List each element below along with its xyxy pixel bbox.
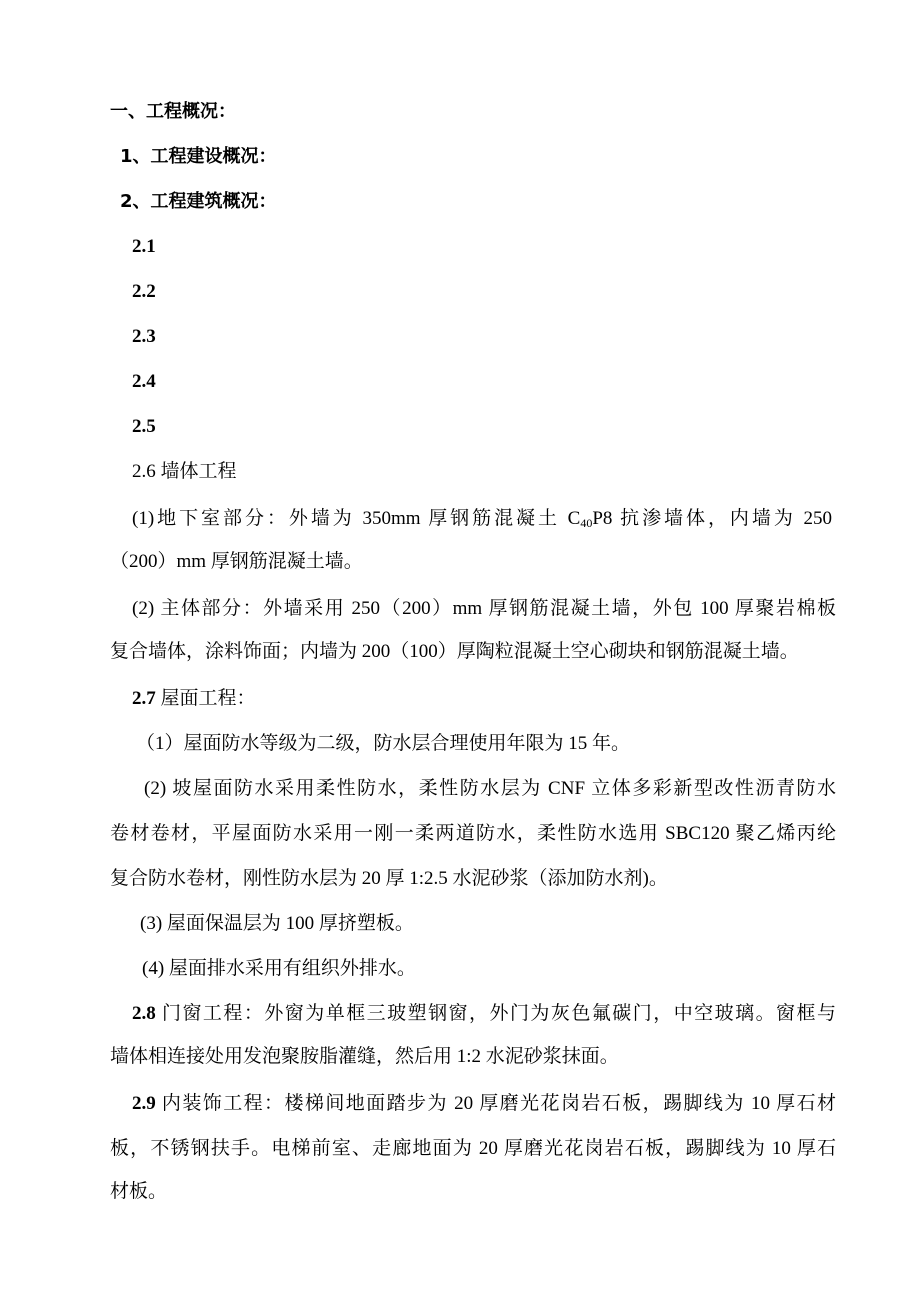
heading-construction-overview: 1、工程建设概况： [120, 146, 277, 167]
roof-item-2-line-1: (2) 坡屋面防水采用柔性防水，柔性防水层为 CNF 立体多彩新型改性沥青防水 [144, 778, 836, 799]
subsection-2-3: 2.3 [132, 326, 156, 347]
wall-basement-text-a: (1)地下室部分：外墙为 350mm 厚钢筋混凝土 C [132, 508, 581, 529]
doors-line-1 [132, 1002, 836, 1026]
heading-architecture-overview: 2、工程建筑概况： [120, 191, 277, 212]
roof-title-line [132, 687, 256, 711]
interior-number: 2.9 [132, 1093, 156, 1114]
subsection-2-1: 2.1 [132, 236, 156, 257]
wall-main-line-2: 复合墙体，涂料饰面；内墙为 200（100）厚陶粒混凝土空心砌块和钢筋混凝土墙。 [110, 641, 799, 662]
roof-item-2-line-2: 卷材卷材，平屋面防水采用一刚一柔两道防水，柔性防水选用 SBC120 聚乙烯丙纶 [110, 823, 836, 844]
subsection-2-5: 2.5 [132, 416, 156, 437]
roof-item-2-line-3: 复合防水卷材，刚性防水层为 20 厚 1:2.5 水泥砂浆（添加防水剂)。 [110, 868, 668, 889]
interior-line-1 [132, 1092, 836, 1116]
wall-basement-line-1 [132, 507, 832, 531]
roof-number: 2.7 [132, 688, 156, 709]
roof-item-4: (4) 屋面排水采用有组织外排水。 [142, 958, 416, 979]
doors-text-1: 门窗工程：外窗为单框三玻塑钢窗，外门为灰色氟碳门，中空玻璃。窗框与 [155, 1003, 836, 1024]
roof-title: 屋面工程： [155, 688, 256, 709]
subsection-2-2: 2.2 [132, 281, 156, 302]
doors-number: 2.8 [132, 1003, 156, 1024]
interior-line-3: 材板。 [110, 1181, 168, 1202]
heading-project-overview: 一、工程概况： [110, 101, 236, 122]
roof-item-1: （1）屋面防水等级为二级，防水层合理使用年限为 15 年。 [136, 733, 631, 754]
doors-line-2: 墙体相连接处用发泡聚胺脂灌缝，然后用 1:2 水泥砂浆抹面。 [110, 1046, 619, 1067]
concrete-grade-subscript: 40 [580, 516, 593, 530]
interior-line-2: 板，不锈钢扶手。电梯前室、走廊地面为 20 厚磨光花岗岩石板，踢脚线为 10 厚石 [110, 1138, 836, 1159]
subsection-2-4: 2.4 [132, 371, 156, 392]
interior-text-1: 内装饰工程：楼梯间地面踏步为 20 厚磨光花岗岩石板，踢脚线为 10 厚石材 [155, 1093, 836, 1114]
wall-main-line-1: (2) 主体部分：外墙采用 250（200）mm 厚钢筋混凝土墙，外包 100 厚聚岩棉板 [132, 598, 836, 619]
wall-basement-line-2: （200）mm 厚钢筋混凝土墙。 [110, 551, 363, 572]
subsection-2-6-title: 2.6 墙体工程 [132, 461, 237, 482]
wall-basement-text-b: P8 抗渗墙体，内墙为 250 [592, 508, 832, 529]
roof-item-3: (3) 屋面保温层为 100 厚挤塑板。 [140, 913, 414, 934]
